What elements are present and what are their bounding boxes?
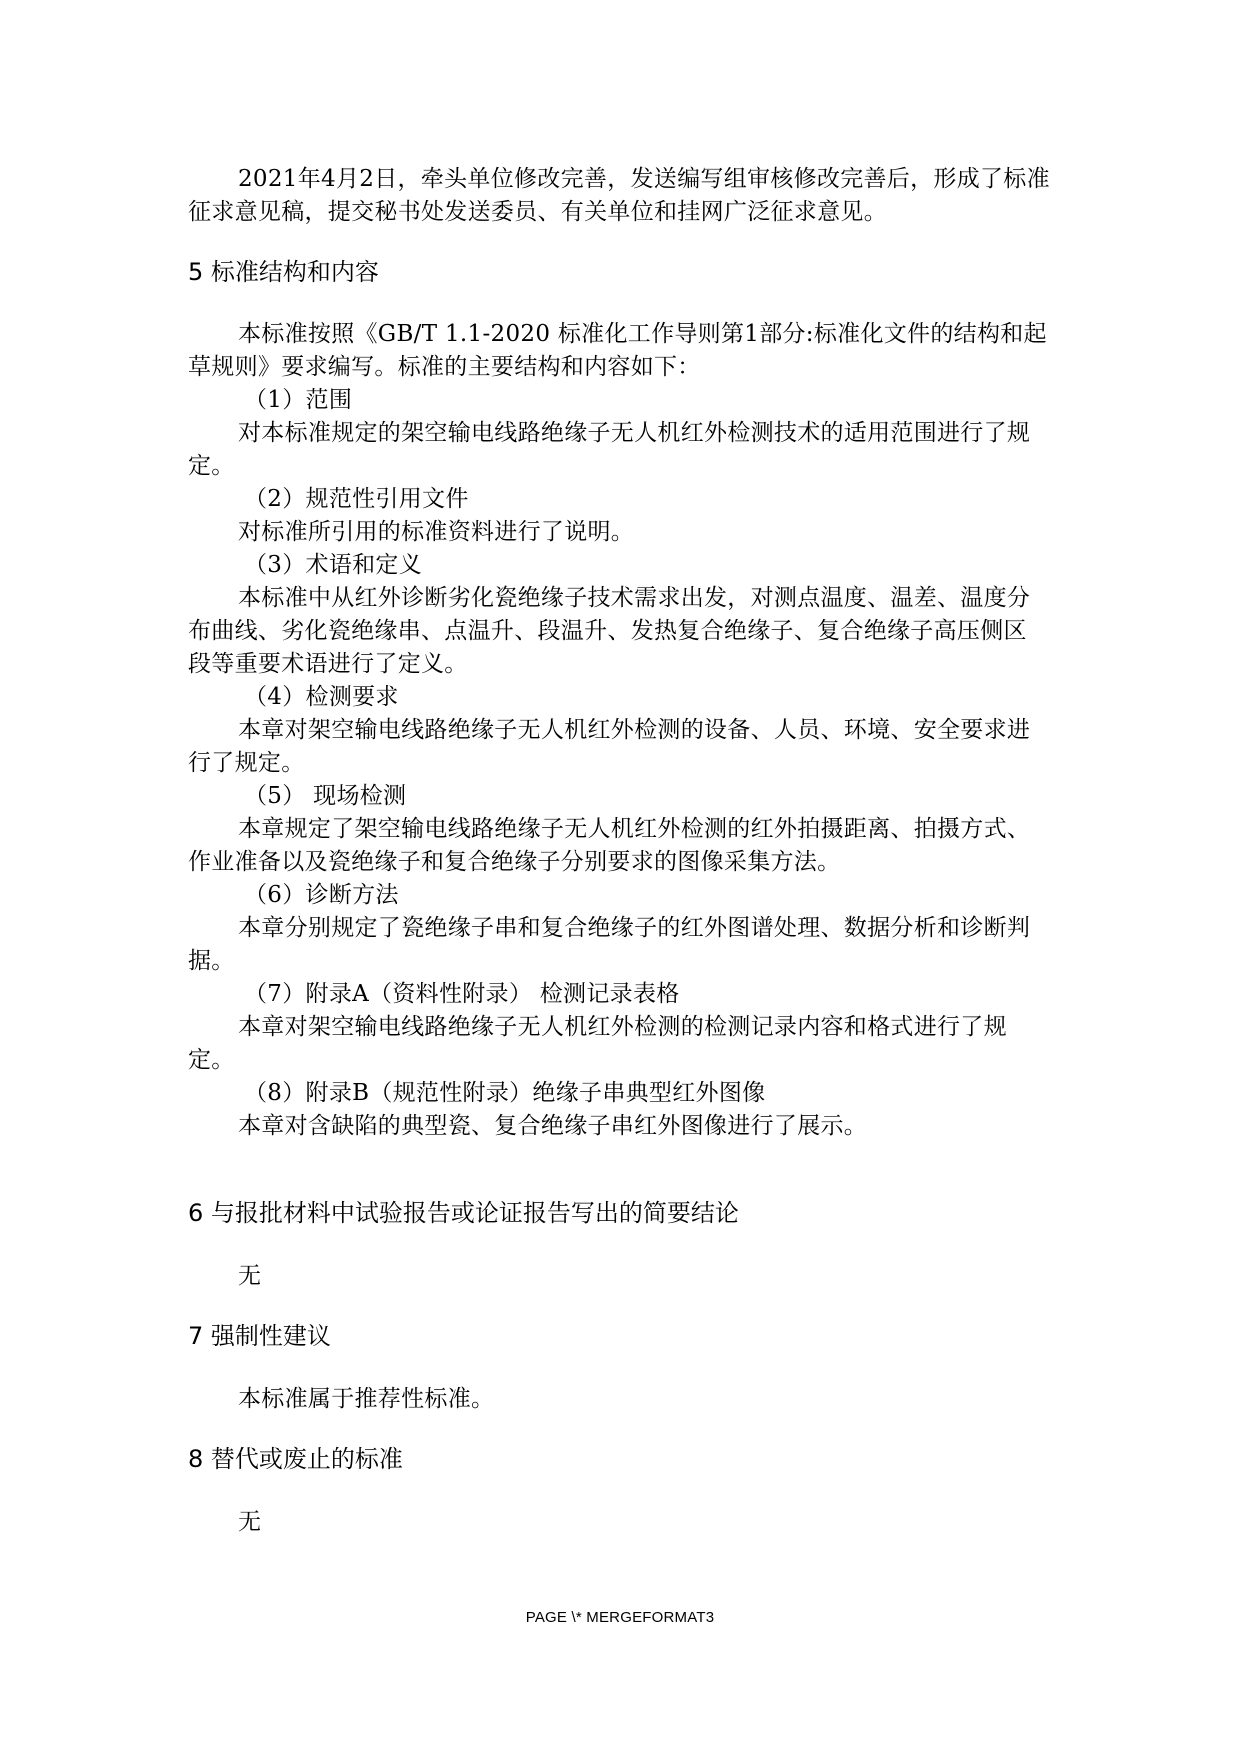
item-title: （2）规范性引用文件 — [244, 486, 469, 512]
section5-intro: 本标准按照《GB/T 1.1-2020 标准化工作导则第1部分:标准化文件的结构和起草规则》要求编写。标准的主要结构和内容如下： — [188, 321, 1047, 380]
item-text: 本标准中从红外诊断劣化瓷绝缘子技术需求出发，对测点温度、温差、温度分布曲线、劣化瓷绝缘串、点温升、段温升、发热复合绝缘子、复合绝缘子高压侧区段等重要术语进行了定义。 — [188, 585, 1031, 677]
item-title: （1）范围 — [244, 387, 353, 413]
intro-block — [188, 163, 1050, 229]
section5-content — [188, 318, 1050, 1143]
item-title: （5） 现场检测 — [244, 783, 407, 809]
item-text: 本章对含缺陷的典型瓷、复合绝缘子串红外图像进行了展示。 — [238, 1113, 868, 1139]
section7-body — [188, 1383, 1050, 1416]
page-footer: PAGE \* MERGEFORMAT3 — [525, 1609, 715, 1626]
section7-heading-block — [188, 1320, 1050, 1352]
section7-text: 本标准属于推荐性标准。 — [238, 1386, 495, 1412]
section5-heading-block — [188, 256, 1050, 288]
section6-text: 无 — [238, 1263, 262, 1289]
section8-body — [188, 1506, 1050, 1539]
item-text: 对标准所引用的标准资料进行了说明。 — [238, 519, 635, 545]
section6-body — [188, 1260, 1050, 1293]
section5-heading: 5 标准结构和内容 — [188, 258, 379, 286]
item-title: （8）附录B（规范性附录）绝缘子串典型红外图像 — [244, 1080, 766, 1106]
item-title: （6）诊断方法 — [244, 882, 399, 908]
item-title: （3）术语和定义 — [244, 552, 423, 578]
section7-heading: 7 强制性建议 — [188, 1322, 331, 1350]
section8-heading-block — [188, 1443, 1050, 1475]
item-text: 本章对架空输电线路绝缘子无人机红外检测的设备、人员、环境、安全要求进行了规定。 — [188, 717, 1031, 776]
section6-heading-block — [188, 1197, 1050, 1229]
section8-heading: 8 替代或废止的标准 — [188, 1445, 403, 1473]
section6-heading: 6 与报批材料中试验报告或论证报告写出的简要结论 — [188, 1199, 739, 1227]
item-text: 本章对架空输电线路绝缘子无人机红外检测的检测记录内容和格式进行了规定。 — [188, 1014, 1007, 1073]
item-text: 本章分别规定了瓷绝缘子串和复合绝缘子的红外图谱处理、数据分析和诊断判据。 — [188, 915, 1031, 974]
item-title: （4）检测要求 — [244, 684, 399, 710]
intro-paragraph: 2021年4月2日，牵头单位修改完善，发送编写组审核修改完善后，形成了标准征求意见稿，提交秘书处发送委员、有关单位和挂网广泛征求意见。 — [188, 166, 1050, 225]
item-text: 对本标准规定的架空输电线路绝缘子无人机红外检测技术的适用范围进行了规定。 — [188, 420, 1031, 479]
item-text: 本章规定了架空输电线路绝缘子无人机红外检测的红外拍摄距离、拍摄方式、作业准备以及瓷绝缘子和复合绝缘子分别要求的图像采集方法。 — [188, 816, 1031, 875]
section8-text: 无 — [238, 1509, 262, 1535]
item-title: （7）附录A（资料性附录） 检测记录表格 — [244, 981, 680, 1007]
